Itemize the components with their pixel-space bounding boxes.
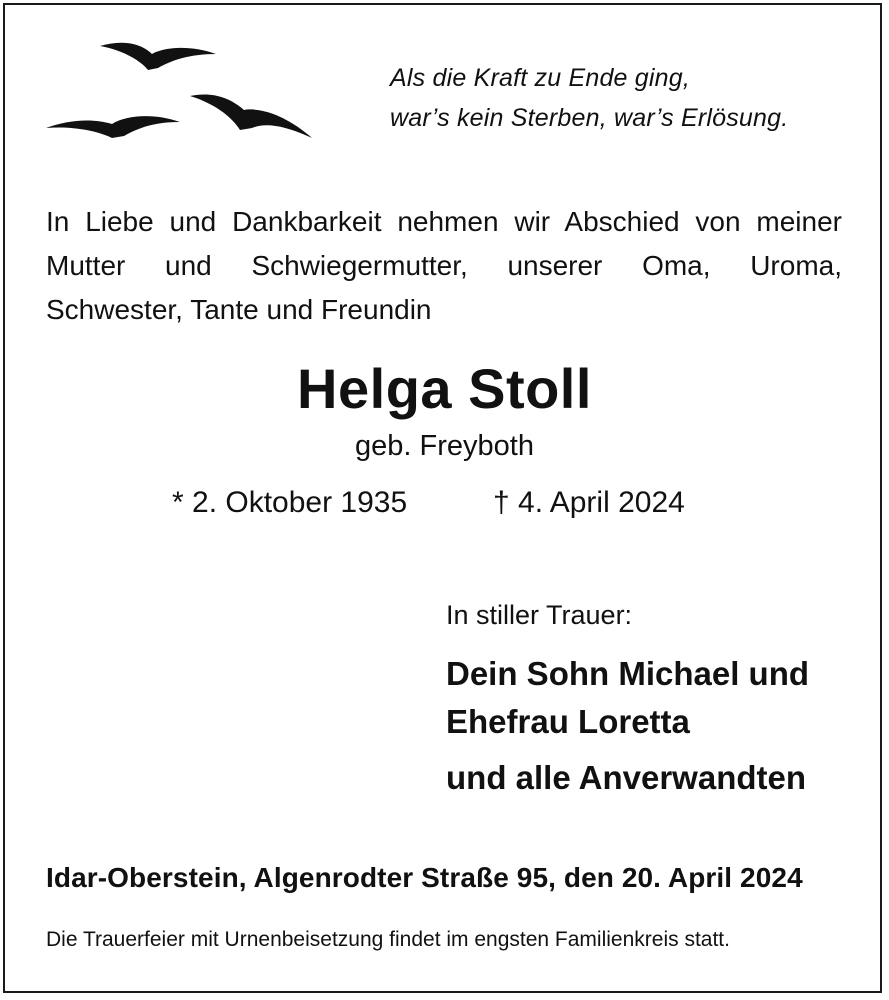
- mourner-line-3: und alle Anverwandten: [446, 759, 807, 796]
- mourner-line-1: Dein Sohn Michael und: [446, 655, 810, 692]
- place-and-date: Idar-Oberstein, Algenrodter Straße 95, den 20. April 2024: [46, 862, 803, 893]
- death-date: † 4. April 2024: [493, 486, 685, 519]
- birth-date: * 2. Oktober 1935: [172, 486, 408, 519]
- intro-line-1: In Liebe und Dankbarkeit nehmen wir Abschied von meiner: [46, 206, 842, 237]
- mourner-line-2: Ehefrau Loretta: [446, 703, 690, 740]
- notice-border: [3, 3, 882, 993]
- intro-line-3: Schwester, Tante und Freundin: [46, 294, 432, 325]
- motto-line-1: Als die Kraft zu Ende ging,: [390, 64, 691, 92]
- intro-line-2: Mutter und Schwiegermutter, unserer Oma, Uroma,: [46, 250, 842, 281]
- motto-line-2: war’s kein Sterben, war’s Erlösung.: [390, 104, 789, 132]
- flying-birds-icon: [40, 30, 330, 150]
- mourners-list: [446, 650, 809, 802]
- bird-top-icon: [100, 43, 216, 70]
- deceased-name: Helga Stoll: [297, 357, 592, 420]
- funeral-note: Die Trauerfeier mit Urnenbeisetzung findet im engsten Familienkreis statt.: [46, 928, 730, 951]
- intro-text: [46, 200, 842, 332]
- birth-name: geb. Freyboth: [355, 430, 534, 462]
- bird-left-icon: [46, 116, 180, 138]
- mourning-label: In stiller Trauer:: [446, 600, 633, 630]
- motto-quote: [390, 58, 860, 138]
- bird-right-icon: [190, 95, 312, 138]
